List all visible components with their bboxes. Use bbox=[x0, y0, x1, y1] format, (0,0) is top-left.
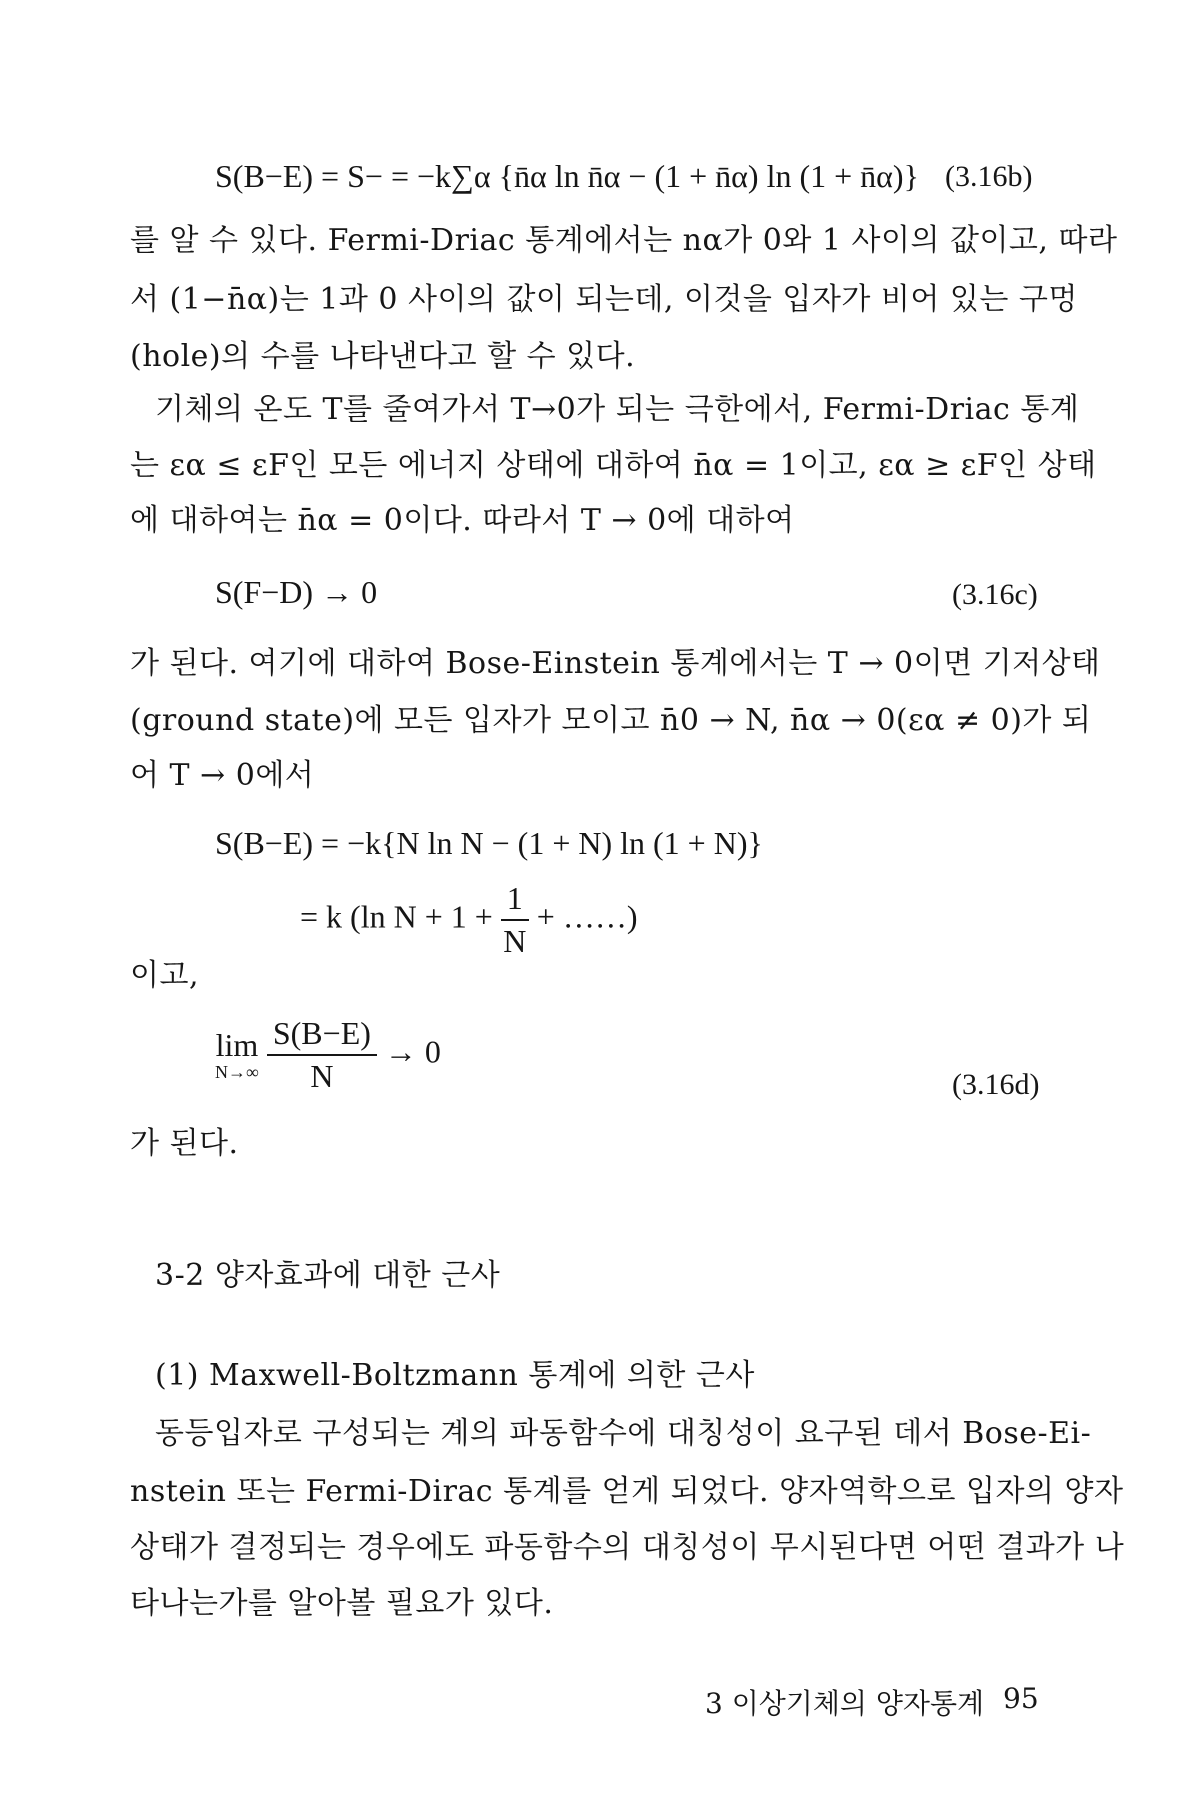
page-number: 95 bbox=[1003, 1682, 1039, 1715]
paragraph-line: nstein 또는 Fermi-Dirac 통계를 얻게 되었다. 양자역학으로 입자의 양자 bbox=[130, 1474, 1124, 1509]
paragraph-line: (hole)의 수를 나타낸다고 할 수 있다. bbox=[130, 339, 636, 374]
paragraph-line: 에 대하여는 n̄α = 0이다. 따라서 T → 0에 대하여 bbox=[130, 503, 795, 538]
equation-be-line2 bbox=[300, 880, 638, 960]
limit-subscript: N→∞ bbox=[215, 1061, 259, 1082]
paragraph-line: (ground state)에 모든 입자가 모이고 n̄0 → N, n̄α → 0(εα ≠ 0)가 되 bbox=[130, 703, 1092, 738]
subsection-title: (1) Maxwell-Boltzmann 통계에 의한 근사 bbox=[155, 1358, 755, 1393]
limit-operator bbox=[215, 1028, 259, 1083]
paragraph-line: 가 된다. 여기에 대하여 Bose-Einstein 통계에서는 T → 0이면 기저상태 bbox=[130, 646, 1101, 681]
equation-label-3-16d: (3.16d) bbox=[952, 1068, 1040, 1101]
equation-3-16c: S(F−D) → 0 bbox=[215, 574, 378, 610]
limit-text: lim bbox=[215, 1026, 259, 1063]
equation-be-line2-post: + ……) bbox=[536, 898, 638, 935]
fraction-numerator: S(B−E) bbox=[267, 1015, 377, 1056]
paragraph-line: 는 εα ≤ εF인 모든 에너지 상태에 대하여 n̄α = 1이고, εα ≥ εF인 상태 bbox=[130, 448, 1097, 483]
equation-be-line1: S(B−E) = −k{N ln N − (1 + N) ln (1 + N)} bbox=[215, 825, 763, 861]
equation-label-3-16c: (3.16c) bbox=[952, 578, 1038, 611]
paragraph-line: 타나는가를 알아볼 필요가 있다. bbox=[130, 1586, 554, 1621]
equation-3-16b: S(B−E) = S− = −k∑α {n̄α ln n̄α − (1 + n̄α) ln (1 + n̄α)} bbox=[215, 158, 919, 194]
paragraph-line: 를 알 수 있다. Fermi-Driac 통계에서는 nα가 0와 1 사이의 값이고, 따라 bbox=[130, 223, 1118, 258]
equation-3-16d-fraction bbox=[267, 1015, 377, 1095]
paragraph-line: 상태가 결정되는 경우에도 파동함수의 대칭성이 무시된다면 어떤 결과가 나 bbox=[130, 1530, 1125, 1565]
running-footer-chapter: 3 이상기체의 양자통계 bbox=[705, 1687, 985, 1720]
equation-be-fraction bbox=[501, 880, 529, 960]
equation-be-line2-pre: = k (ln N + 1 + bbox=[300, 898, 493, 935]
equation-label-3-16b: (3.16b) bbox=[945, 160, 1033, 193]
paragraph-line: 어 T → 0에서 bbox=[130, 758, 315, 793]
limit-arrow: → 0 bbox=[384, 1033, 441, 1070]
fraction-numerator: 1 bbox=[501, 880, 529, 921]
paragraph-line: 이고, bbox=[130, 958, 199, 993]
fraction-denominator: N bbox=[503, 923, 527, 959]
fraction-denominator: N bbox=[310, 1058, 334, 1094]
paragraph-line: 서 (1−n̄α)는 1과 0 사이의 값이 되는데, 이것을 입자가 비어 있는 구멍 bbox=[130, 282, 1078, 317]
paragraph-line: 기체의 온도 T를 줄여가서 T→0가 되는 극한에서, Fermi-Driac 통계 bbox=[155, 392, 1080, 427]
paragraph-line: 가 된다. bbox=[130, 1126, 239, 1161]
paragraph-line: 동등입자로 구성되는 계의 파동함수에 대칭성이 요구된 데서 Bose-Ei- bbox=[155, 1416, 1092, 1451]
section-title: 3-2 양자효과에 대한 근사 bbox=[155, 1258, 501, 1293]
equation-3-16d bbox=[215, 1015, 441, 1095]
